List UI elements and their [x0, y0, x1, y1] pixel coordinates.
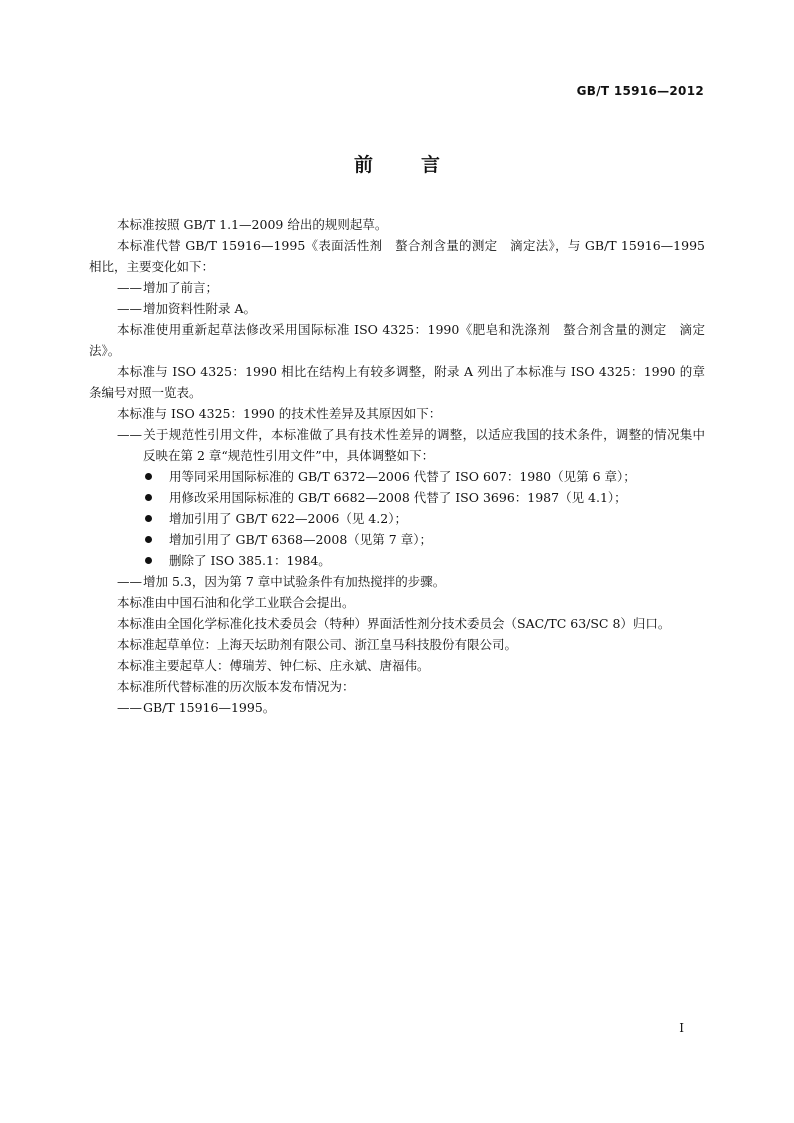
dash-mark: —— [117, 574, 142, 589]
dash-item-clause-5-3 [89, 571, 705, 592]
dash-item-previous-edition [89, 697, 705, 718]
dash-item-text: 增加 5.3，因为第 7 章中试验条件有加热搅拌的步骤。 [143, 574, 446, 589]
foreword-body [89, 214, 705, 718]
dash-item-annex [89, 298, 705, 319]
bullet-dot-icon [145, 473, 152, 480]
bullet-dot-icon [145, 536, 152, 543]
dash-item-text: 增加资料性附录 A。 [143, 301, 257, 316]
paragraph-previous-editions: 本标准所代替标准的历次版本发布情况为： [117, 679, 355, 694]
dash-mark: —— [117, 427, 142, 442]
bullet-item-text: 用等同采用国际标准的 GB/T 6372—2006 代替了 ISO 607：1980（见第 6 章）； [169, 469, 636, 484]
dash-item-normative-references [89, 424, 705, 466]
bullet-dot-icon [145, 515, 152, 522]
bullet-item [89, 550, 705, 571]
paragraph-drafters: 本标准主要起草人：傅瑞芳、钟仁标、庄永斌、唐福伟。 [117, 658, 430, 673]
bullet-item-text: 用修改采用国际标准的 GB/T 6682—2008 代替了 ISO 3696：1987（见 4.1）； [169, 490, 627, 505]
dash-mark: —— [117, 700, 142, 715]
page-number: I [679, 1021, 684, 1035]
bullet-item-text: 删除了 ISO 385.1：1984。 [169, 553, 331, 568]
paragraph-governed-by: 本标准由全国化学标准化技术委员会（特种）界面活性剂分技术委员会（SAC/TC 63/SC 8）归口。 [117, 616, 671, 631]
bullet-item-text: 增加引用了 GB/T 622—2006（见 4.2）； [169, 511, 407, 526]
dash-item-text: GB/T 15916—1995。 [143, 700, 276, 715]
bullet-item [89, 487, 705, 508]
paragraph-adoption: 本标准使用重新起草法修改采用国际标准 ISO 4325：1990《肥皂和洗涤剂 螯合剂含量的测定 滴定法》。 [89, 322, 705, 358]
paragraph-structure: 本标准与 ISO 4325：1990 相比在结构上有较多调整，附录 A 列出了本标准与 ISO 4325：1990 的章条编号对照一览表。 [89, 364, 705, 400]
paragraph-proposed-by: 本标准由中国石油和化学工业联合会提出。 [117, 595, 355, 610]
dash-item-foreword [89, 277, 705, 298]
bullet-item [89, 529, 705, 550]
dash-mark: —— [117, 280, 142, 295]
standard-code: GB/T 15916—2012 [576, 84, 704, 98]
dash-item-text: 关于规范性引用文件，本标准做了具有技术性差异的调整，以适应我国的技术条件，调整的情况集中反映在第 2 章“规范性引用文件”中，具体调整如下： [143, 427, 705, 463]
dash-mark: —— [117, 301, 142, 316]
paragraph-differences: 本标准与 ISO 4325：1990 的技术性差异及其原因如下： [117, 406, 442, 421]
bullet-item [89, 508, 705, 529]
bullet-item-text: 增加引用了 GB/T 6368—2008（见第 7 章）； [169, 532, 432, 547]
paragraph-drafting-units: 本标准起草单位：上海天坛助剂有限公司、浙江皇马科技股份有限公司。 [117, 637, 518, 652]
bullet-dot-icon [145, 557, 152, 564]
page-title: 前言 [353, 154, 488, 176]
paragraph-replaces: 本标准代替 GB/T 15916—1995《表面活性剂 螯合剂含量的测定 滴定法》，与 GB/T 15916—1995 相比，主要变化如下： [89, 238, 705, 274]
dash-item-text: 增加了前言； [143, 280, 219, 295]
bullet-dot-icon [145, 494, 152, 501]
paragraph-drafting-rules: 本标准按照 GB/T 1.1—2009 给出的规则起草。 [117, 217, 388, 232]
bullet-item [89, 466, 705, 487]
